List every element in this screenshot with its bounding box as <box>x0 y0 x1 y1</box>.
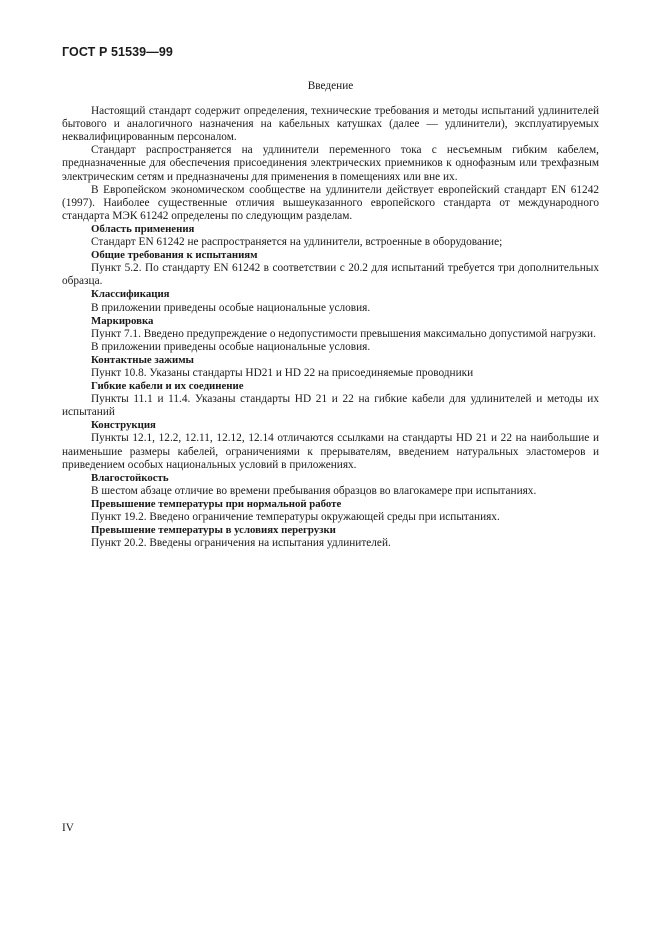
classification-text: В приложении приведены особые национальные условия. <box>91 301 371 314</box>
construction-text: Пункты 12.1, 12.2, 12.11, 12.12, 12.14 отличаются ссылками на стандарты HD 21 и 22 на наибольшие и наименьшие размеры кабелей, ограничениями к прерывателям, введением натуральных эластомеров и приведением особых национальных условий в приложениях. <box>62 432 599 471</box>
temperature-rise-overload-heading: Превышение температуры в условиях перегрузки <box>91 524 336 537</box>
temperature-rise-overload-text: Пункт 20.2. Введены ограничения на испытания удлинителей. <box>91 537 391 550</box>
terminals-heading: Контактные зажимы <box>91 353 194 366</box>
moisture-resistance-text: В шестом абзаце отличие во времени пребывания образцов во влагокамере при испытаниях. <box>91 484 537 497</box>
section-title: Введение <box>307 80 354 92</box>
general-test-requirements-text: Пункт 5.2. По стандарту EN 61242 в соответствии с 20.2 для испытаний требуется три дополнительных образца. <box>62 262 599 288</box>
document-code-header: ГОСТ Р 51539—99 <box>62 45 173 59</box>
marking-heading: Маркировка <box>91 314 154 327</box>
construction-heading: Конструкция <box>91 419 156 432</box>
intro-paragraph-3: В Европейском экономическом сообществе на удлинители действует европейский стандарт EN 61242 (1997). Наиболее существенные отличия вышеуказанного европейского стандарта от международного стандарта МЭК 61242 определены по следующим разделам. <box>62 183 599 222</box>
scope-text: Стандарт EN 61242 не распространяется на удлинители, встроенные в оборудование; <box>91 236 503 249</box>
classification-heading: Классификация <box>91 288 170 301</box>
marking-text-1: Пункт 7.1. Введено предупреждение о недопустимости превышения максимально допустимой нагрузки. <box>91 327 596 340</box>
general-test-requirements-heading: Общие требования к испытаниям <box>91 249 258 262</box>
moisture-resistance-heading: Влагостойкость <box>91 471 169 484</box>
marking-text-2: В приложении приведены особые национальные условия. <box>91 340 371 353</box>
flexible-cables-heading: Гибкие кабели и их соединение <box>91 380 244 393</box>
page-number: IV <box>62 822 74 834</box>
intro-paragraph-2: Стандарт распространяется на удлинители переменного тока с несъемным гибким кабелем, предназначенные для обеспечения присоединения электрических приемников к однофазным или трехфазным электрическим сетям и предназначены для применения в помещениях или вне их. <box>62 144 599 183</box>
temperature-rise-normal-heading: Превышение температуры при нормальной работе <box>91 497 342 510</box>
intro-paragraph-1: Настоящий стандарт содержит определения, технические требования и методы испытаний удлинителей бытового и аналогичного назначения на кабельных катушках (далее — удлинители), эксплуатируемых неквалифицированным персоналом. <box>62 105 599 144</box>
terminals-text: Пункт 10.8. Указаны стандарты HD21 и HD 22 на присоединяемые проводники <box>91 366 474 379</box>
temperature-rise-normal-text: Пункт 19.2. Введено ограничение температуры окружающей среды при испытаниях. <box>91 511 500 523</box>
document-body <box>62 80 599 550</box>
flexible-cables-text: Пункты 11.1 и 11.4. Указаны стандарты HD 21 и 22 на гибкие кабели для удлинителей и методы их испытаний <box>62 393 599 419</box>
scope-heading: Область применения <box>91 222 195 235</box>
